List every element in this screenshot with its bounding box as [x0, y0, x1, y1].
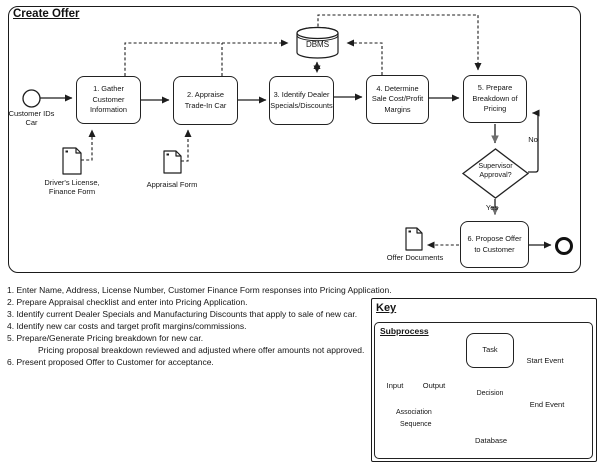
offer-documents-icon	[406, 228, 422, 250]
dbms-label: DBMS	[305, 40, 330, 49]
key-end-event-label: End Event	[529, 400, 565, 409]
task-1-gather-customer-information: 1. Gather Customer Information	[76, 76, 141, 124]
no-branch-label: No	[528, 135, 538, 144]
task-5-prepare-breakdown: 5. Prepare Breakdown of Pricing	[463, 75, 527, 123]
key-input-label: Input	[386, 381, 404, 390]
note-line-continuation: Pricing proposal breakdown reviewed and adjusted where offer amounts not approved.	[38, 345, 365, 355]
offer-documents-label: Offer Documents	[386, 253, 444, 262]
task-3-identify-dealer-specials: 3. Identify Dealer Specials/Discounts	[269, 76, 334, 125]
key-subprocess-label: Subprocess	[380, 326, 429, 336]
page-title: Create Offer	[13, 8, 80, 20]
note-line: 4. Identify new car costs and target profit margins/commissions.	[7, 321, 247, 331]
association-license-doc-to-task1	[81, 130, 92, 160]
note-line: 5. Prepare/Generate Pricing breakdown for new car.	[7, 333, 204, 343]
association-task4-to-dbms	[347, 43, 382, 75]
note-line: 1. Enter Name, Address, License Number, Customer Finance Form responses into Pricing Application.	[7, 285, 392, 295]
note-line: 2. Prepare Appraisal checklist and enter into Pricing Application.	[7, 297, 248, 307]
key-task-node: Task	[466, 333, 514, 368]
task-4-determine-sale-cost: 4. Determine Sale Cost/Profit Margins	[366, 75, 429, 124]
association-dbms-to-task5	[318, 15, 478, 70]
key-decision-label: Decision	[476, 390, 504, 397]
yes-branch-label: Yes	[485, 203, 499, 212]
process-notes	[7, 284, 399, 368]
key-start-event-label: Start Event	[526, 356, 564, 365]
decision-label: Supervisor Approval?	[478, 161, 513, 179]
appraisal-form-document-icon	[164, 151, 181, 173]
note-line: 6. Present proposed Offer to Customer for acceptance.	[7, 357, 214, 367]
drivers-license-document-icon	[63, 148, 81, 174]
key-sequence-label: Sequence	[400, 421, 432, 428]
key-association-label: Association	[396, 409, 432, 416]
association-appraisal-doc-to-task2	[181, 130, 188, 161]
drivers-license-doc-label: Driver's License, Finance Form	[44, 178, 100, 197]
appraisal-form-doc-label: Appraisal Form	[146, 180, 198, 189]
key-output-label: Output	[422, 381, 446, 390]
association-task1-to-dbms	[125, 43, 288, 76]
note-line: 3. Identify current Dealer Specials and Manufacturing Discounts that apply to sale of new car.	[7, 309, 358, 319]
task-2-appraise-trade-in-car: 2. Appraise Trade-In Car	[173, 76, 238, 125]
task-6-propose-offer: 6. Propose Offer to Customer	[460, 221, 529, 268]
end-event-icon	[557, 239, 572, 254]
key-database-label: Database	[474, 436, 508, 445]
start-event-icon	[23, 90, 40, 107]
start-event-label: Customer IDs Car	[8, 109, 55, 128]
key-title: Key	[376, 302, 397, 314]
